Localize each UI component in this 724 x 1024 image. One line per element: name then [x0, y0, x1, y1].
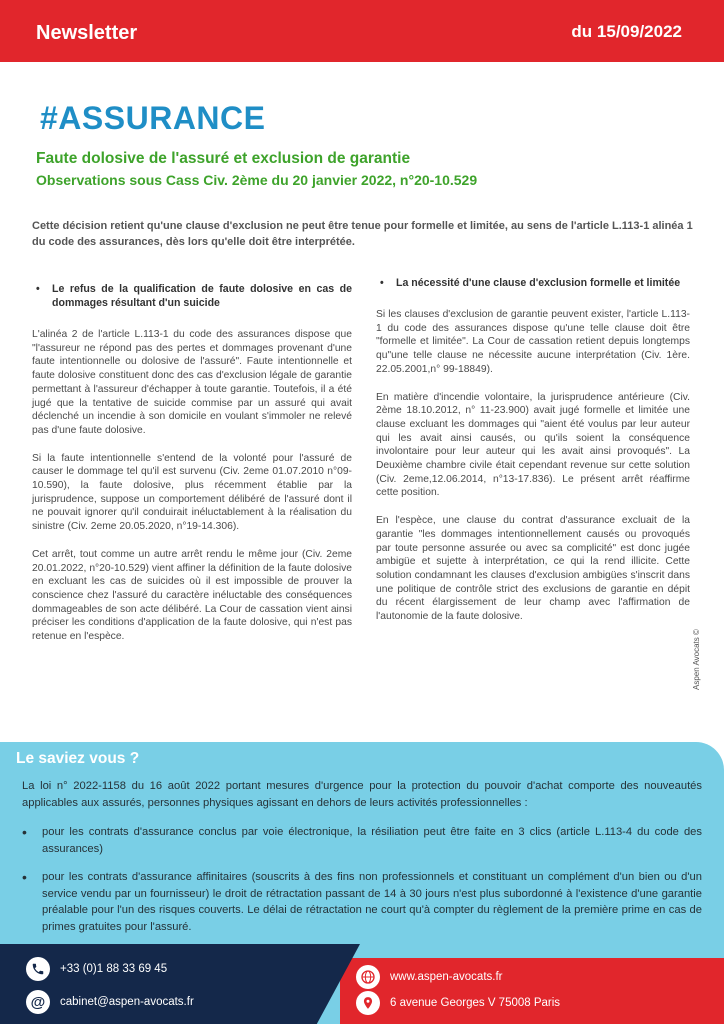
bullet-icon: • [380, 277, 384, 289]
list-item-text: pour les contrats d'assurance affinitaires (souscrits à des fins non professionnels et constituant un complément d'un bien ou d'un service vendu par un fournisseur) le droit de rétractation passant de 14 à 30 jours n'est plus subordonné à l'existence d'une garantie préalable pour l'un des risques couverts. Le délai de rétractation ne court qu'à compter du règlement de la première prime en cas de primes gratuites pour l'assuré. [42, 871, 702, 933]
left-column [32, 282, 352, 658]
list-item [22, 824, 702, 857]
list-item [22, 869, 702, 935]
footer-address [356, 991, 560, 1015]
location-pin-icon [356, 991, 380, 1015]
newsletter-date: du 15/09/2022 [571, 22, 682, 41]
bullet-icon: • [22, 869, 27, 885]
phone-text: +33 (0)1 88 33 69 45 [60, 963, 168, 975]
paragraph: En matière d'incendie volontaire, la jurisprudence antérieure (Civ. 2ème 18.10.2012, n° 11-23.900) avait jugé formelle et limitée une clause excluant les dommages qui "aient été voulus par leur auteur qui les avait ainsi causés, ou qu'ils soient la conséquence involontaire pour leur auteur qui les avait ainsi provoqués". La Deuxième chambre civile était cependant revenue sur cette solution (Civ. 2eme,12.06.2014, n°13-17.836). Le présent arrêt réaffirme cette position. [376, 391, 690, 499]
website-text: www.aspen-avocats.fr [390, 971, 503, 983]
paragraph: L'alinéa 2 de l'article L.113-1 du code des assurances dispose que "l'assureur ne répond pas des pertes et dommages provenant d'une faute intentionnelle ou dolosive de l'assuré". Faute intentionnelle et faute dolosive constituent donc des cas d'exclusion légale de garantie permettant à l'assureur d'échapper à toute garantie. Toutefois, il a été jugé que la tentative de suicide commise par un assuré qui avait déclenché un incendie à son domicile en voulant s'immoler ne relevé pas d'une faute dolosive. [32, 329, 352, 436]
did-you-know-list [22, 824, 702, 857]
list-item-text: pour les contrats d'assurance conclus par voie électronique, la résiliation peut être faite en 3 clics (article L.113-4 du code des assurances) [42, 826, 702, 855]
email-text: cabinet@aspen-avocats.fr [60, 996, 194, 1008]
copyright-side-text: Aspen Avocats © [692, 629, 701, 690]
right-column [376, 276, 690, 638]
bullet-icon: • [22, 824, 27, 840]
right-heading-text: La nécessité d'une clause d'exclusion formelle et limitée [396, 277, 681, 289]
left-column-heading [32, 282, 352, 310]
bullet-icon: • [36, 283, 40, 295]
email-icon: @ [26, 990, 50, 1014]
newsletter-label: Newsletter [36, 22, 138, 44]
paragraph: En l'espèce, une clause du contrat d'assurance excluait de la garantie "les dommages intentionnellement causés ou provoqués par toute personne assurée ou avec sa complicité" est donc jugée ambigüe et sujette à interprétation, ce qui la rend illicite. Cette solution condamnant les clauses d'exclusion ambigües s'inscrit dans une politique de contrôle strict des exclusions de garantie en dépit du récent élargissement de leur champ avec l'affirmation de l'autonomie de la faute dolosive. [376, 515, 690, 623]
header-bar [0, 0, 724, 62]
address-text: 6 avenue Georges V 75008 Paris [390, 997, 561, 1009]
did-you-know-title: Le saviez vous ? [16, 750, 140, 767]
paragraph: Si les clauses d'exclusion de garantie peuvent exister, l'article L.113-1 du code des assurances dispose qu'une telle clause doit être "formelle et limitée". La Cour de cassation retient depuis longtemps qu"une telle clause ne nécessite aucune interprétation (Civ. 1ère. 22.05.2001,n° 99-18849). [376, 309, 690, 375]
article-title: Faute dolosive de l'assuré et exclusion de garantie [36, 150, 411, 167]
phone-icon [26, 957, 50, 981]
article-subtitle: Observations sous Cass Civ. 2ème du 20 janvier 2022, n°20-10.529 [36, 172, 478, 188]
section-hashtag: #ASSURANCE [40, 100, 266, 136]
footer-phone[interactable] [26, 957, 167, 981]
paragraph: Si la faute intentionnelle s'entend de la volonté pour l'assuré de causer le dommage tel qu'il est survenu (Civ. 2eme 01.07.2010 n°09-10.590), la faute dolosive, plus récemment établie par la jurisprudence, suppose un comportement délibéré de l'assuré dont il ne pouvait ignorer qu'il conduirait inéluctablement à la réalisation du sinistre (Civ. 2eme 20.05.2020, n°19-14.306). [32, 452, 352, 533]
intro-summary: Cette décision retient qu'une clause d'exclusion ne peut être tenue pour formelle et limitée, au sens de l'article L.113-1 alinéa 1 du code des assurances, dès lors qu'elle doit être interprétée. [32, 220, 693, 248]
globe-icon [356, 965, 380, 989]
footer-website[interactable] [356, 965, 503, 989]
right-column-heading [376, 276, 690, 290]
did-you-know-list [22, 869, 702, 935]
paragraph: Cet arrêt, tout comme un autre arrêt rendu le même jour (Civ. 2eme 20.01.2022, n°20-10.529) vient affiner la définition de la faute dolosive en excluant les cas de suicides où il est impossible de prouver la conscience chez l'assuré du caractère inéluctable des conséquences dommageables de son acte délibéré. La Cour de cassation vient ainsi préciser les conditions d'application de la faute dolosive, qui n'est pas retenue en l'espèce. [32, 548, 352, 643]
footer-email[interactable] [26, 990, 194, 1014]
did-you-know-text: La loi n° 2022-1158 du 16 août 2022 portant mesures d'urgence pour la protection du pouvoir d'achat comporte des nouveautés applicables aux assurés, personnes physiques agissant en dehors de leurs activités professionnelles : [22, 780, 702, 809]
left-heading-text: Le refus de la qualification de faute dolosive en cas de dommages résultant d'un suicide [52, 283, 352, 309]
